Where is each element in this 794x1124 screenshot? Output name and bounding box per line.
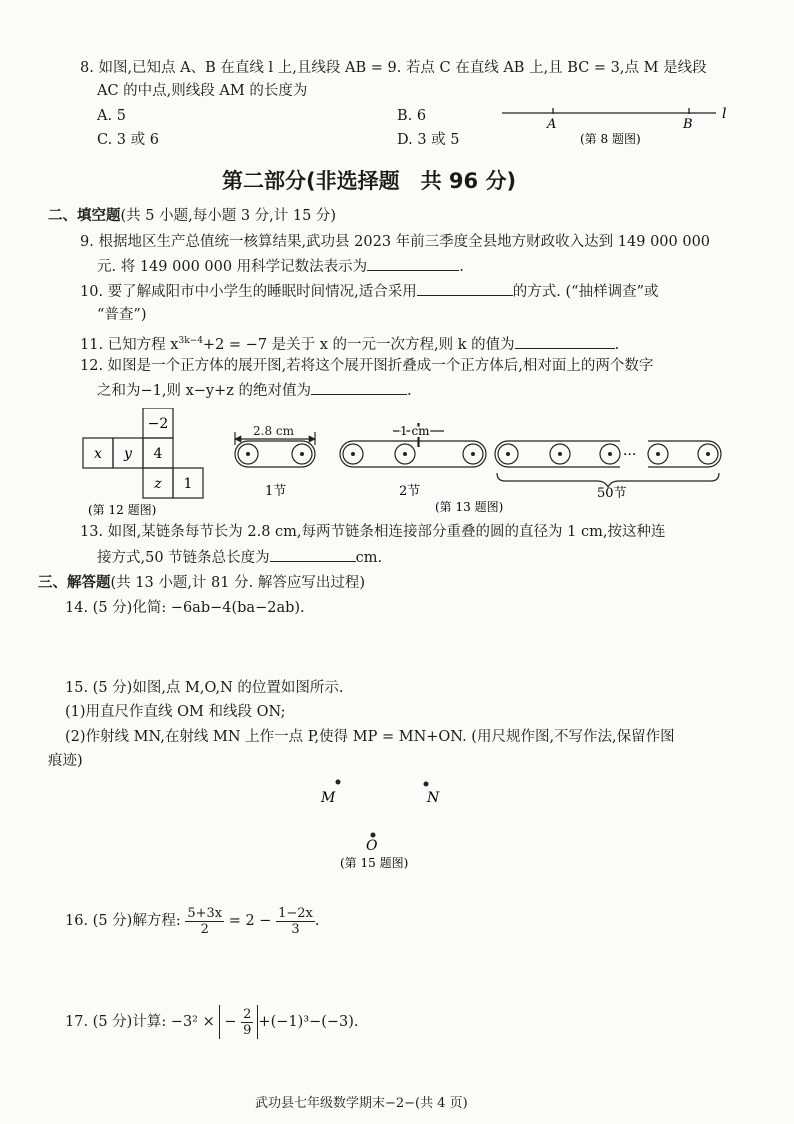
q8-figure [490,100,740,150]
q15-line3: (2)作射线 MN,在射线 MN 上作一点 P,使得 MP = MN+ON. (用尺规作图,不写作法,保留作图 [65,729,675,745]
q10-answer-blank[interactable] [417,281,513,296]
q16-f1-numerator: 5+3x [187,905,223,921]
q11-answer-blank[interactable] [515,334,615,349]
label-b: B [683,117,693,132]
q13-answer-blank[interactable] [270,547,356,562]
part2-title: 第二部分(非选择题 共 96 分) [222,169,517,193]
q16-f2-denominator: 3 [291,921,300,937]
q9-text: 元. 将 149 000 000 用科学记数法表示为 [97,259,368,275]
q17 [65,1005,359,1039]
section2-note: (共 5 小题,每小题 3 分,计 15 分) [120,208,337,224]
q11-exponent: 3k−4 [178,336,203,346]
q17-numerator: 2 [243,1006,252,1022]
q9-line1: 9. 根据地区生产总值统一核算结果,武功县 2023 年前三季度全县地方财政收入达到 149 000 000 [80,234,711,250]
q9-answer-blank[interactable] [367,256,459,271]
label-l: l [722,106,727,122]
section2-header [48,206,336,226]
q8-figure-caption: (第 8 题图) [580,132,641,146]
q8-option-b: B. 6 [397,108,427,124]
q17-fraction [241,1007,253,1038]
page-footer: 武功县七年级数学期末−2−(共 4 页) [255,1096,468,1111]
fig13-chains [225,415,735,515]
label-50-sections: 50节 [597,486,627,501]
q8-option-d: D. 3 或 5 [397,132,460,148]
label-1-section: 1节 [265,484,287,499]
q17-abs-sign: − [224,1014,237,1030]
cell-1-label: 1 [183,476,193,492]
q8-line1: 8. 如图,已知点 A、B 在直线 l 上,且线段 AB = 9. 若点 C 在直线 AB 上,且 BC = 3,点 M 是线段 [80,60,707,76]
q12-line1: 12. 如图是一个正方体的展开图,若将这个展开图折叠成一个正方体后,相对面上的两个数字 [80,358,654,374]
q11-mid: +2 = −7 是关于 x 的一元一次方程,则 k 的值为 [202,336,515,353]
q10-line2: “普查”) [97,307,147,323]
cell-x-label: x [94,446,102,462]
cell-4-label: 4 [153,446,163,462]
q17-denominator: 9 [243,1022,252,1038]
q17-absolute-value [219,1005,258,1039]
dim-label-2-8: 2.8 cm [253,424,294,438]
q13-text: 接方式,50 节链条总长度为 [97,550,270,566]
q15-line1: 15. (5 分)如图,点 M,O,N 的位置如图所示. [65,680,344,696]
q10-line1 [80,281,658,302]
cell-z-label: z [154,476,162,492]
chain-50 [495,441,721,487]
q16-f1-denominator: 2 [200,921,209,937]
q10-text: 10. 要了解咸阳市中小学生的睡眠时间情况,适合采用 [80,284,417,300]
label-2-sections: 2节 [399,484,421,499]
q17-pre: 17. (5 分)计算: −3² × [65,1014,215,1030]
q12-answer-blank[interactable] [311,380,407,395]
q12-end: . [407,383,412,399]
section3-heading: 三、解答题 [38,574,111,591]
fig12-cube-net [80,408,225,518]
q11 [80,331,619,355]
point-o [371,833,376,838]
q16 [65,904,319,938]
label-m: M [321,790,336,806]
q13-unit: cm. [355,550,383,566]
q16-end: . [314,913,320,929]
q16-pre: 16. (5 分)解方程: [65,913,181,929]
q15-line4: 痕迹) [48,753,83,769]
chain-ellipsis: ··· [623,447,637,463]
q16-mid: = 2 − [228,913,272,929]
q10-end: 的方式. (“抽样调查”或 [512,284,659,300]
label-o: O [366,838,378,854]
q8-option-a: A. 5 [97,108,126,124]
section3-header [38,573,365,593]
section2-heading: 二、填空题 [48,207,121,224]
point-n [424,782,429,787]
q13-line2 [97,547,382,568]
q9-line2 [97,256,464,277]
fig15-points [300,772,480,872]
q13-line1: 13. 如图,某链条每节长为 2.8 cm,每两节链条相连接部分重叠的圆的直径为 1 cm,按这种连 [80,524,666,540]
q17-post: +(−1)³−(−3). [258,1014,359,1030]
q16-fraction-left [185,906,224,937]
label-n: N [427,790,440,806]
q12-text: 之和为−1,则 x−y+z 的绝对值为 [97,383,312,399]
q8-option-c: C. 3 或 6 [97,132,159,148]
fig13-caption: (第 13 题图) [435,500,504,514]
dim-label-1: 1 cm [400,424,430,438]
q8-line2: AC 的中点,则线段 AM 的长度为 [97,83,308,99]
point-m [336,780,341,785]
cell-neg2-label: −2 [147,416,169,432]
q16-fraction-right [276,906,315,937]
q12-line2 [97,380,412,401]
q16-f2-numerator: 1−2x [278,905,313,921]
q11-pre: 11. 已知方程 x [80,336,179,353]
q11-end: . [614,336,620,353]
section3-note: (共 13 小题,计 81 分. 解答应写出过程) [110,575,365,591]
q14: 14. (5 分)化简: −6ab−4(ba−2ab). [65,600,305,616]
q15-line2: (1)用直尺作直线 OM 和线段 ON; [65,704,286,720]
fig12-caption: (第 12 题图) [88,503,157,517]
brace-50 [497,473,719,487]
fig15-caption: (第 15 题图) [340,856,409,870]
q9-end: . [459,259,464,275]
cell-y-label: y [124,446,132,462]
label-a: A [547,117,557,132]
